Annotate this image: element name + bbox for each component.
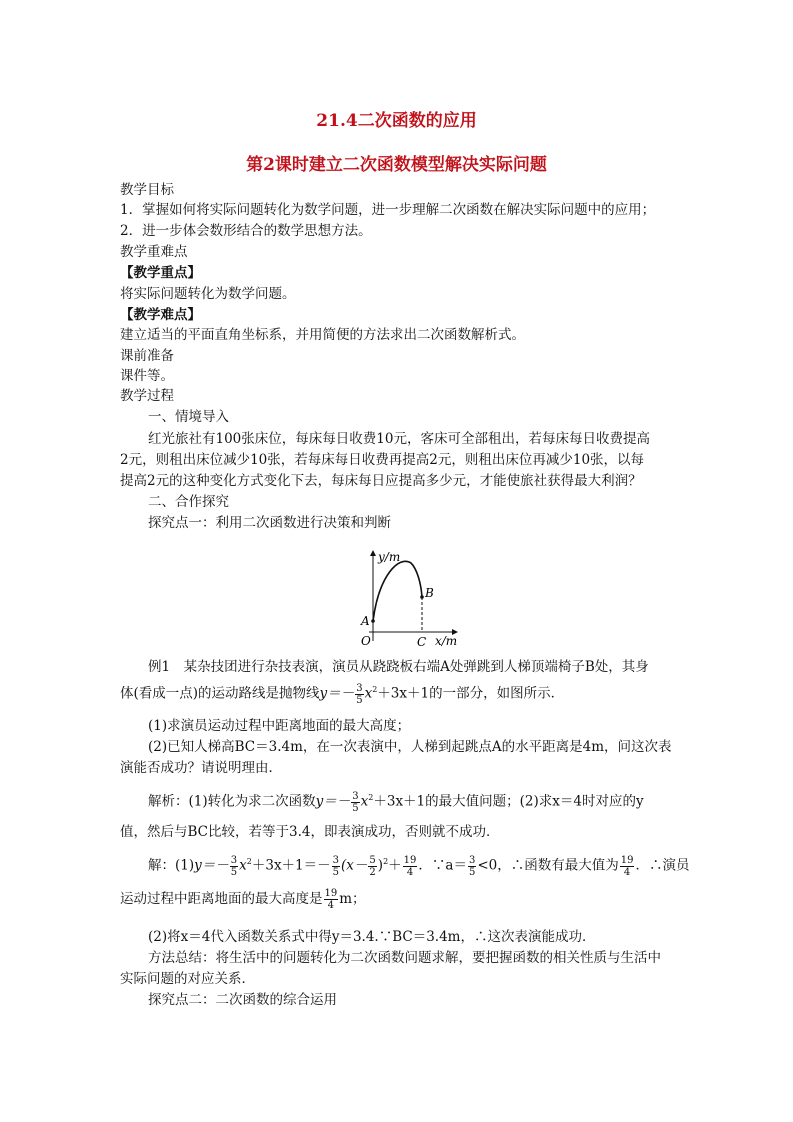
- eq-y-2: y＝－: [315, 793, 351, 810]
- example-line-1: 例1 某杂技团进行杂技表演，演员从跷跷板右端A处弹跳到人梯顶端椅子B处，其身: [148, 659, 649, 675]
- frac-num: 3: [352, 790, 359, 802]
- sol-frac-1: [230, 855, 238, 878]
- sol-frac-max: [620, 855, 635, 878]
- solution-line-1: 解：(1)y＝－ $\frac{3}{5}$ $x^2+3x+1=-$ $\frac{3}{5}$ (x－ $\frac{5}{2}$ )$^2$＋ $\frac{19}{4}$ ．∵a＝ $\frac{3}{5}$ <0，∴函数有最大值为 $\frac{19}{4}$ ．∴演员: [148, 854, 690, 878]
- frac-den: 4: [327, 900, 335, 911]
- frac-den: 4: [406, 866, 414, 878]
- frac-num: 5: [369, 854, 376, 866]
- solution-mid-2: <0，∴函数有最大值为: [477, 857, 619, 874]
- solution-line-2-start: 运动过程中距离地面的最大高度是: [120, 891, 323, 907]
- frac-den: 5: [332, 866, 340, 878]
- intro-line-2: 2元，则租出床位减少10张，若每床每日收费再提高2元，则租出床位再减少10张，以每: [120, 452, 645, 468]
- goal-2: 2．进一步体会数形结合的数学思想方法。: [120, 223, 372, 239]
- frac-den: 2: [369, 866, 376, 878]
- frac-num: 19: [403, 854, 417, 866]
- part1-heading: 一、情境导入: [148, 409, 229, 425]
- sol-frac-2: [332, 855, 340, 878]
- eq-x-2: x: [360, 793, 369, 810]
- solution-line-2-end: m；: [339, 891, 366, 907]
- page-subtitle: 第2课时建立二次函数模型解决实际问题: [246, 155, 547, 175]
- frac-num: 3: [230, 854, 238, 866]
- part2-heading: 二、合作探究: [148, 494, 229, 510]
- point-b-label: B: [425, 586, 434, 600]
- eq-x: x: [364, 685, 373, 702]
- solution-2: (2)将x＝4代入函数关系式中得y＝3.4.∵BC＝3.4m，∴这次表演能成功．: [148, 929, 596, 945]
- sol-rest: ＋3x＋1: [251, 857, 304, 874]
- point-a-dot: [371, 619, 375, 623]
- difficult-label: 【教学难点】: [120, 307, 201, 323]
- process-heading: 教学过程: [120, 388, 174, 404]
- y-axis-label: y/m: [378, 550, 401, 564]
- frac-num: 3: [332, 854, 340, 866]
- sol-frac-19-4: [403, 855, 418, 878]
- origin-label: O: [361, 634, 371, 648]
- solution-start: 解：(1): [148, 857, 195, 874]
- sol-y: y＝－: [194, 857, 229, 874]
- difficult-text: 建立适当的平面直角坐标系，并用简便的方法求出二次函数解析式。: [120, 327, 525, 343]
- example-line-2: 体(看成一点)的运动路线是抛物线y＝－ $\frac{3}{5}$ $x^2+3x+1$的一部分，如图所示．: [120, 682, 565, 706]
- sol-x: x: [239, 857, 247, 874]
- goal-1: 1．掌握如何将实际问题转化为数学问题，进一步理解二次函数在解决实际问题中的应用；: [120, 202, 656, 218]
- solution-line-2: [120, 888, 366, 911]
- parabola-figure: [355, 545, 475, 653]
- sol-eq-mid: ＝－: [303, 857, 331, 874]
- method-line-2: 实际问题的对应关系．: [120, 971, 255, 987]
- sol-frac-height: [324, 888, 339, 911]
- analysis-start: 解析：(1)转化为求二次函数: [148, 793, 316, 810]
- sol-frac-5-2: [368, 855, 376, 878]
- key-difficult-heading: 教学重难点: [120, 244, 188, 260]
- method-line-1: 方法总结：将生活中的问题转化为二次函数问题求解，要把握函数的相关性质与生活中: [148, 950, 661, 966]
- eq-rest: ＋3x＋1: [377, 685, 430, 702]
- x-axis-label: x/m: [435, 634, 458, 648]
- frac-den: 5: [352, 802, 359, 814]
- frac-num: 19: [324, 888, 338, 899]
- frac-den: 4: [623, 866, 631, 878]
- eq-rest-2: ＋3x＋1: [373, 793, 426, 810]
- frac-num: 3: [356, 682, 363, 694]
- analysis-line-2: 值，然后与BC比较，若等于3.4，即表演成功，否则就不成功．: [120, 824, 500, 840]
- fraction-3-5-b: [351, 791, 359, 814]
- example-line-2-start: 体(看成一点)的运动路线是抛物线: [120, 685, 320, 702]
- frac-den: 5: [230, 866, 238, 878]
- frac-den: 5: [468, 866, 476, 878]
- key-text: 将实际问题转化为数学问题。: [120, 286, 296, 302]
- prep-text: 课件等。: [120, 368, 174, 384]
- intro-line-3: 提高2元的这种变化方式变化下去，每床每日应提高多少元，才能使旅社获得最大利润？: [120, 473, 642, 489]
- key-label: 【教学重点】: [120, 265, 201, 281]
- explore-point-2: 探究点二：二次函数的综合运用: [148, 992, 337, 1008]
- frac-num: 3: [468, 854, 476, 866]
- intro-line-1: 红光旅社有100张床位，每床每日收费10元，客床可全部租出，若每床每日收费提高: [148, 431, 650, 447]
- analysis-line-1: 解析：(1)转化为求二次函数y＝－ $\frac{3}{5}$ $x^2+3x+1$的最大值问题；(2)求x＝4时对应的y: [148, 790, 644, 814]
- goals-heading: 教学目标: [120, 182, 174, 198]
- analysis-end: 的最大值问题；(2)求x＝4时对应的y: [425, 793, 644, 810]
- prep-heading: 课前准备: [120, 348, 174, 364]
- page-title: 21.4二次函数的应用: [316, 111, 477, 131]
- explore-point-1: 探究点一：利用二次函数进行决策和判断: [148, 515, 391, 531]
- eq-y: y＝－: [319, 685, 355, 702]
- solution-mid-1: ．∵a＝: [418, 857, 467, 874]
- sol-shift-a: (x－: [341, 857, 368, 874]
- fraction-3-5: [355, 683, 363, 706]
- example-line-2-end: 的一部分，如图所示．: [429, 685, 565, 702]
- sol-shift-b: ): [377, 857, 384, 874]
- question-2-line-2: 演能否成功？请说明理由．: [120, 760, 282, 776]
- parabola-curve: [373, 561, 422, 621]
- point-b-dot: [420, 595, 424, 599]
- question-1: (1)求演员运动过程中距离地面的最大高度；: [148, 718, 411, 734]
- point-a-label: A: [361, 614, 370, 628]
- solution-end-1: ．∴演员: [635, 857, 690, 874]
- question-2-line-1: (2)已知人梯高BC＝3.4m，在一次表演中，人梯到起跳点A的水平距离是4m，问这次表: [148, 739, 672, 755]
- sol-plus: ＋: [388, 857, 402, 874]
- frac-den: 5: [356, 694, 363, 706]
- sol-frac-a: [468, 855, 476, 878]
- frac-num: 19: [620, 854, 634, 866]
- point-c-label: C: [417, 635, 427, 649]
